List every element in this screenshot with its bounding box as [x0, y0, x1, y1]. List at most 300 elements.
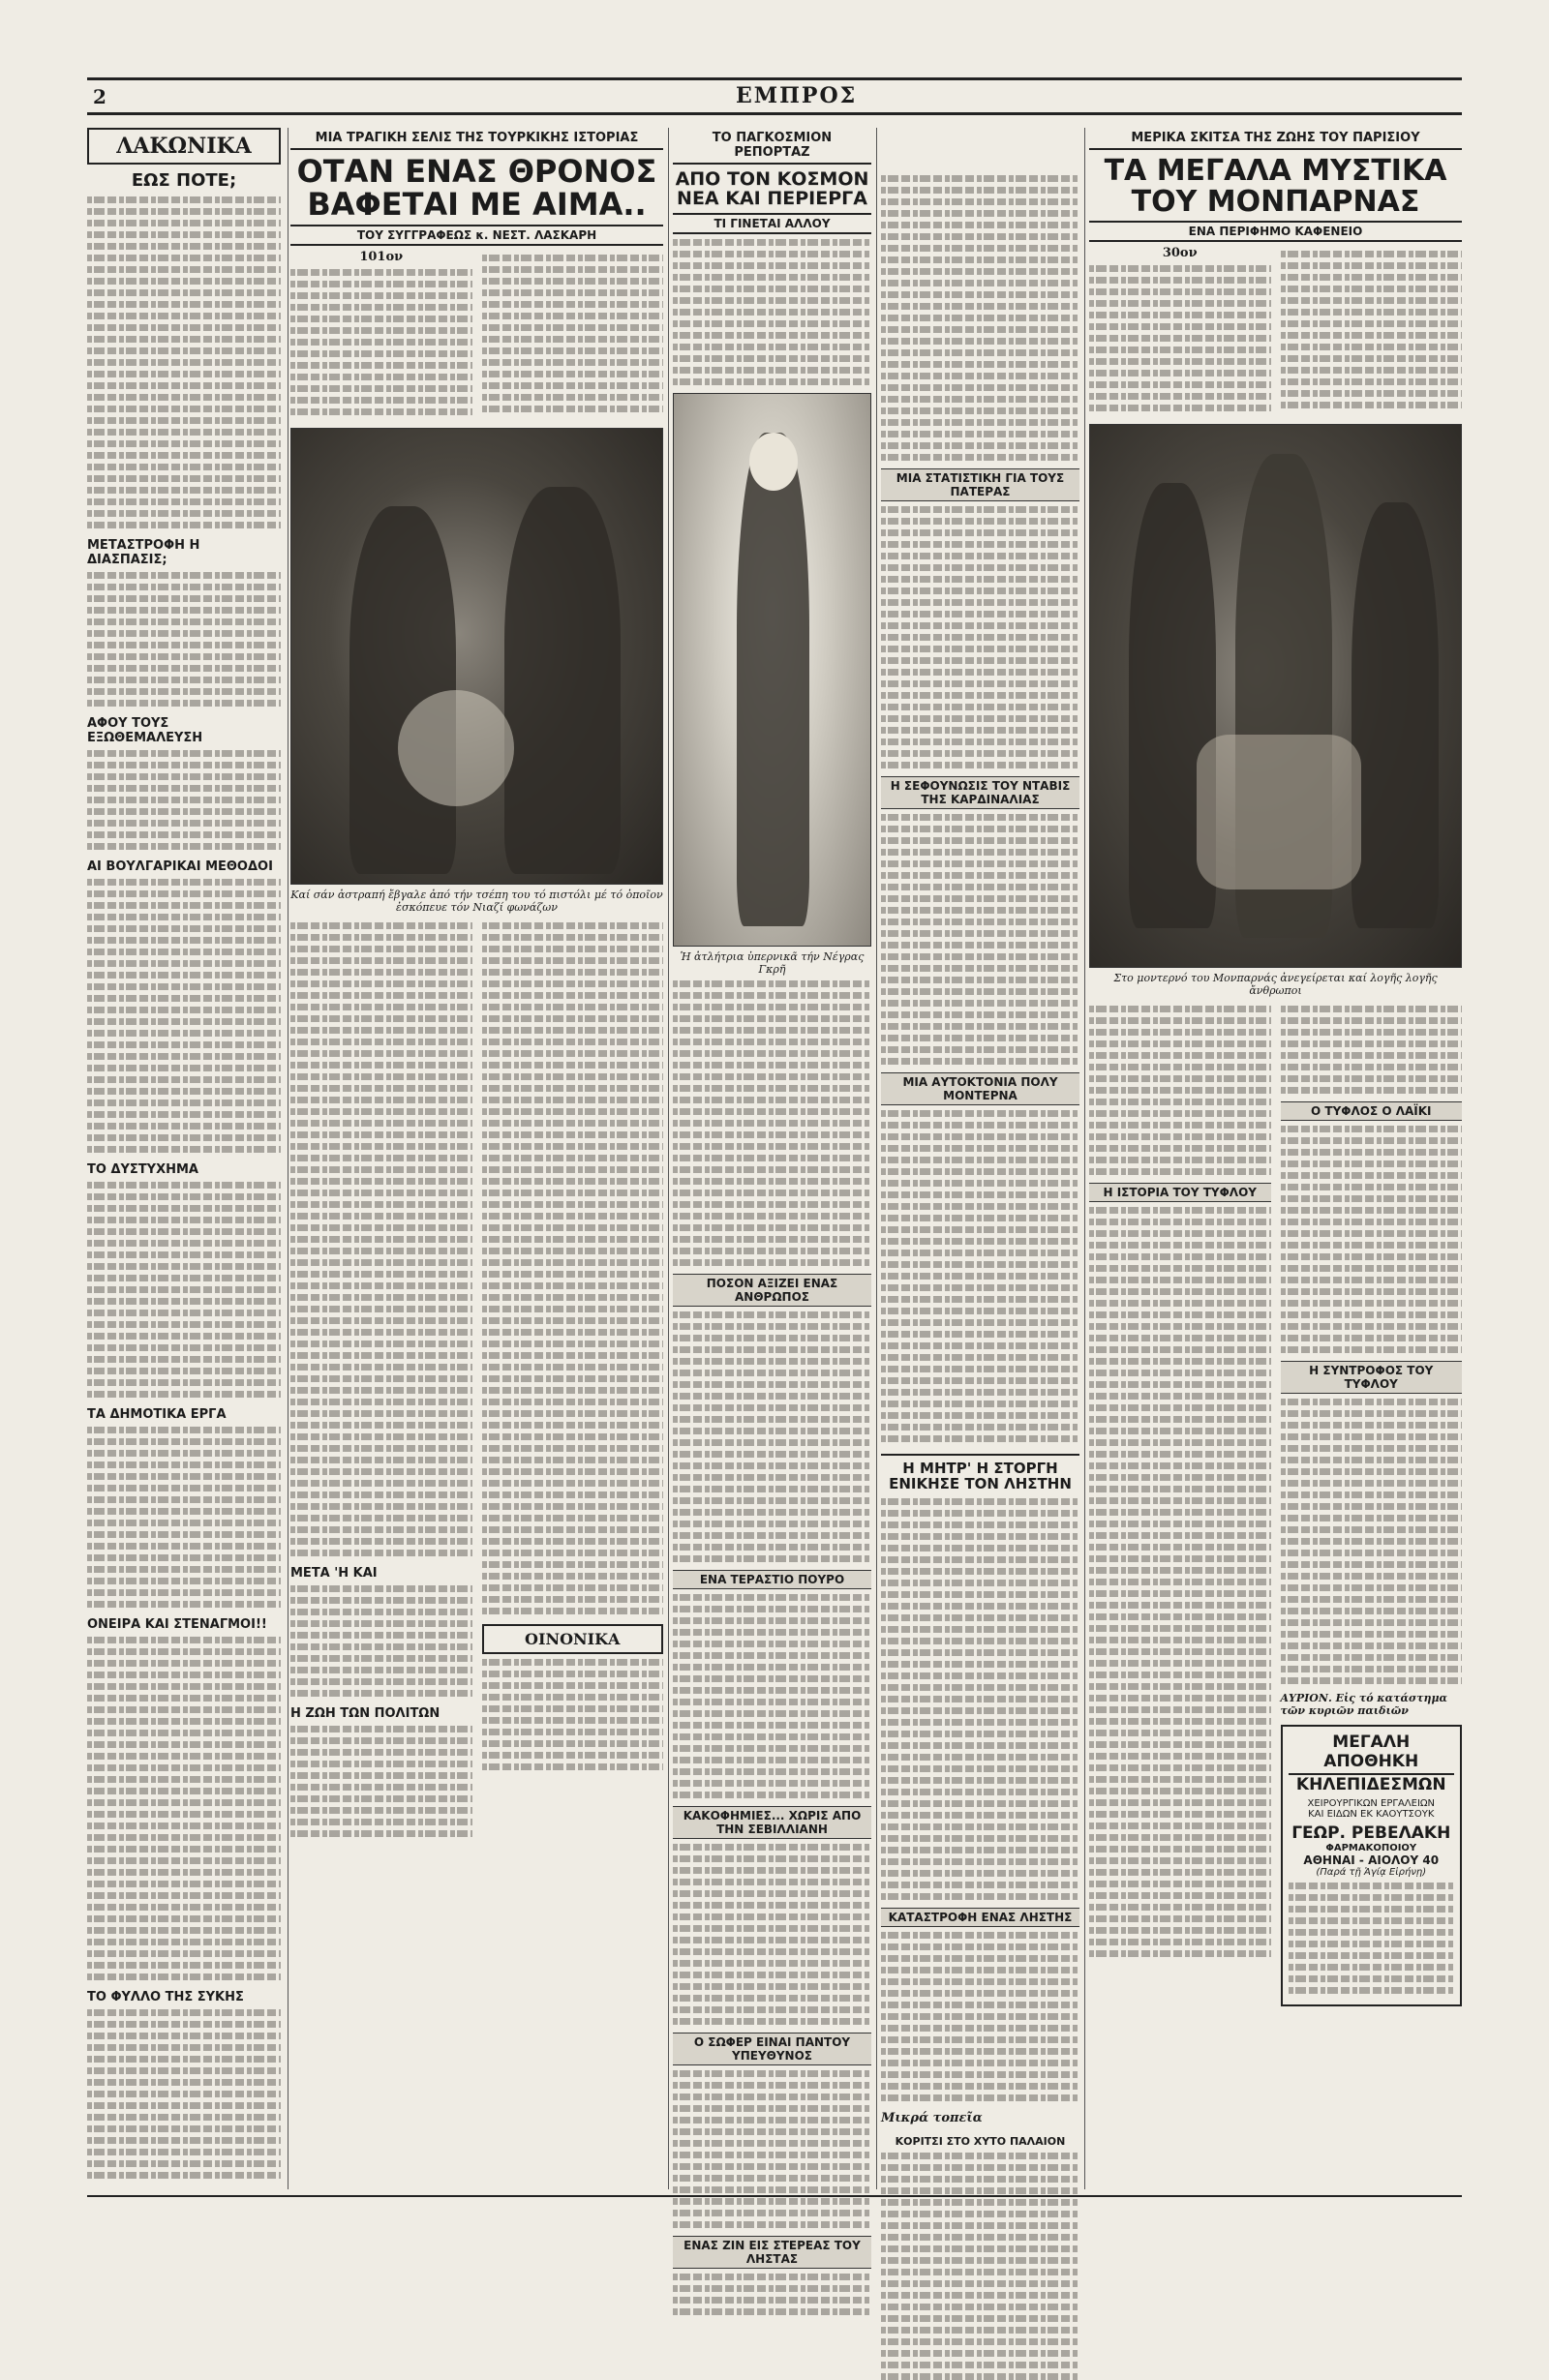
text-line [673, 1780, 871, 1787]
text-line [482, 1248, 664, 1254]
text-line [1089, 1265, 1271, 1272]
text-line [673, 1594, 871, 1601]
text-line [87, 1310, 281, 1316]
text-line [1089, 1846, 1271, 1853]
ad-address: ΑΘΗΝΑΙ - ΑΙΟΛΟΥ 40 [1303, 1853, 1440, 1867]
text-line [881, 2199, 1079, 2206]
text-line [881, 303, 1079, 310]
text-line [673, 1248, 871, 1254]
text-line [1281, 1288, 1463, 1295]
text-line [87, 2079, 281, 2086]
text-line [1089, 1718, 1271, 1725]
text-line [290, 1004, 472, 1010]
text-line [87, 1275, 281, 1281]
text-line [290, 1761, 472, 1767]
text-line [290, 1108, 472, 1115]
text-line [1289, 1917, 1455, 1924]
text-line [1281, 1608, 1463, 1614]
text-line [673, 1699, 871, 1705]
text-line [673, 1451, 871, 1458]
text-line [1089, 1335, 1271, 1341]
text-line [482, 1584, 664, 1591]
text-line [1281, 1253, 1463, 1260]
text-line [482, 992, 664, 999]
text-line [482, 1271, 664, 1278]
text-line [1289, 1952, 1455, 1959]
text-line [290, 327, 472, 334]
text-line [1089, 312, 1271, 318]
text-line [881, 2211, 1079, 2217]
text-line [1089, 1428, 1271, 1434]
text-line [1089, 1811, 1271, 1818]
text-line [482, 278, 664, 285]
text-line [1281, 286, 1463, 292]
text-line [1281, 1195, 1463, 1202]
text-line [87, 1869, 281, 1876]
text-line [87, 2125, 281, 2132]
column-lakonika [87, 128, 281, 2189]
text-line [673, 2221, 871, 2228]
text-line [87, 1578, 281, 1584]
text-line [881, 1110, 1079, 1117]
text-line [673, 1733, 871, 1740]
text-line [87, 1753, 281, 1760]
text-line [87, 762, 281, 768]
text-line [1281, 1311, 1463, 1318]
text-line [87, 324, 281, 331]
text-line [290, 1491, 472, 1498]
text-line [673, 1155, 871, 1161]
text-line [87, 2044, 281, 2051]
text-line [482, 1705, 664, 1712]
text-line [1089, 1029, 1271, 1036]
text-line [881, 2013, 1079, 2020]
text-line [1281, 1491, 1463, 1498]
text-line [87, 243, 281, 250]
photo-montparnasse-cafe [1089, 424, 1462, 968]
text-line [290, 1317, 472, 1324]
text-line [87, 937, 281, 944]
text-line [482, 1573, 664, 1580]
text-line [87, 1683, 281, 1690]
text-line [290, 1772, 472, 1779]
text-line [673, 297, 871, 304]
text-line [290, 362, 472, 369]
text-line [673, 1617, 871, 1624]
text-line [290, 1143, 472, 1150]
text-line [87, 1672, 281, 1678]
text-line [87, 820, 281, 827]
text-line [673, 1925, 871, 1932]
text-line [290, 1224, 472, 1231]
text-line [881, 2083, 1079, 2090]
text-line [673, 1213, 871, 1220]
text-line [1089, 381, 1271, 388]
text-line [1089, 1323, 1271, 1330]
text-line [881, 1215, 1079, 1221]
text-line [1089, 1753, 1271, 1760]
text-line [673, 1768, 871, 1775]
text-line [1281, 1230, 1463, 1237]
text-line [1289, 1929, 1455, 1936]
text-line [673, 1201, 871, 1208]
masthead: ΕΜΠΡΟΣ [736, 83, 858, 108]
text-line [881, 245, 1079, 252]
text-line [1281, 1323, 1463, 1330]
text-line [673, 2163, 871, 2170]
text-line [881, 2187, 1079, 2194]
text-line [290, 934, 472, 941]
text-line [87, 1473, 281, 1480]
text-line [881, 826, 1079, 832]
text-line [482, 1027, 664, 1034]
text-line [1089, 1939, 1271, 1945]
text-line [673, 2175, 871, 2182]
text-line [87, 750, 281, 757]
text-line [482, 1004, 664, 1010]
text-line [87, 1823, 281, 1829]
text-line [87, 1706, 281, 1713]
subhead: ΜΙΑ ΑΥΤΟΚΤΟΝΙΑ ΠΟΛΥ ΜΟΝΤΕΡΝΑ [881, 1072, 1079, 1105]
text-line [87, 688, 281, 695]
text-line [1281, 1075, 1463, 1082]
text-line [673, 1867, 871, 1874]
text-line [87, 1065, 281, 1071]
subhead: ΜΕΤΑ 'Η ΚΑΙ [290, 1566, 378, 1582]
text-line [1089, 1157, 1271, 1163]
text-line [290, 1830, 472, 1837]
text-line [290, 1643, 472, 1650]
text-line [1089, 1799, 1271, 1806]
text-line [87, 700, 281, 707]
text-line [881, 2036, 1079, 2043]
text-line [881, 1273, 1079, 1280]
top-rule [87, 77, 1462, 80]
text-line [290, 316, 472, 322]
subhead: ΑΙ ΒΟΥΛΓΑΡΙΚΑΙ ΜΕΘΟΔΟΙ [87, 859, 273, 874]
text-line [881, 738, 1079, 745]
text-line [1281, 1184, 1463, 1190]
text-line [881, 2350, 1079, 2357]
text-line [673, 1855, 871, 1862]
text-line [1281, 1029, 1463, 1036]
text-line [881, 1226, 1079, 1233]
text-line [87, 1368, 281, 1374]
text-line [1281, 1561, 1463, 1568]
text-line [482, 1155, 664, 1161]
text-line [1089, 1439, 1271, 1446]
text-line [290, 397, 472, 404]
text-line [87, 949, 281, 955]
text-line [290, 1538, 472, 1545]
text-line [1089, 1521, 1271, 1527]
text-line [881, 965, 1079, 972]
text-line [1281, 1040, 1463, 1047]
text-line [673, 2152, 871, 2158]
text-line [87, 1030, 281, 1037]
text-line [482, 1039, 664, 1045]
text-line [673, 1937, 871, 1943]
text-line [881, 1510, 1079, 1517]
text-line [673, 286, 871, 292]
text-line [673, 332, 871, 339]
text-line [290, 339, 472, 346]
text-line [482, 347, 664, 354]
text-line [881, 1133, 1079, 1140]
text-line [1089, 1660, 1271, 1667]
text-line [87, 1973, 281, 1980]
text-line [1281, 1300, 1463, 1307]
text-line [87, 1427, 281, 1433]
text-line [881, 680, 1079, 687]
text-line [673, 1120, 871, 1127]
text-line [482, 1491, 664, 1498]
text-line [482, 1085, 664, 1092]
text-line [673, 1335, 871, 1341]
text-line [1281, 1677, 1463, 1684]
text-line [87, 359, 281, 366]
text-line [881, 187, 1079, 194]
text-line [881, 1424, 1079, 1431]
text-line [87, 1531, 281, 1538]
text-line [87, 1520, 281, 1526]
text-line [290, 1819, 472, 1825]
text-line [881, 1145, 1079, 1152]
text-line [1281, 1433, 1463, 1440]
text-line [881, 1812, 1079, 1819]
text-line [482, 1503, 664, 1510]
text-line [881, 2002, 1079, 2008]
text-line [881, 1932, 1079, 1939]
text-line [1281, 1573, 1463, 1580]
text-line [881, 1238, 1079, 1245]
text-line [881, 657, 1079, 664]
text-line [1281, 297, 1463, 304]
text-line [881, 1498, 1079, 1505]
text-line [87, 301, 281, 308]
text-line [290, 1155, 472, 1161]
illustration-pistol-scene [290, 428, 663, 885]
text-line [673, 1050, 871, 1057]
text-line [881, 1296, 1079, 1303]
column-rule [1084, 128, 1085, 2189]
text-line [673, 1462, 871, 1469]
text-line [482, 1097, 664, 1103]
text-line [881, 669, 1079, 676]
text-line [482, 1317, 664, 1324]
text-line [673, 1178, 871, 1185]
text-line [673, 2006, 871, 2013]
text-line [87, 196, 281, 203]
text-line [87, 1660, 281, 1667]
ad-trade: ΦΑΡΜΑΚΟΠΟΙΟΥ [1325, 1843, 1417, 1853]
text-line [673, 1497, 871, 1504]
text-line [87, 1263, 281, 1270]
text-line [87, 630, 281, 637]
text-line [1281, 1172, 1463, 1179]
text-line [290, 1352, 472, 1359]
text-line [881, 1858, 1079, 1865]
text-line [1281, 320, 1463, 327]
text-line [87, 618, 281, 625]
text-line [881, 750, 1079, 757]
text-line [1281, 344, 1463, 350]
text-line [87, 440, 281, 447]
text-line [290, 408, 472, 415]
text-line [673, 1745, 871, 1752]
text-line [1089, 1823, 1271, 1829]
text-line [87, 1205, 281, 1212]
text-line [1089, 1509, 1271, 1516]
subhead: Η ΙΣΤΟΡΙΑ ΤΟΥ ΤΥΦΛΟΥ [1089, 1183, 1271, 1202]
text-line [87, 1018, 281, 1025]
text-line [87, 1637, 281, 1643]
text-line [1089, 1288, 1271, 1295]
text-line [1281, 1538, 1463, 1545]
text-line [881, 1568, 1079, 1575]
text-line [482, 1190, 664, 1196]
text-line [673, 1902, 871, 1909]
text-line [1089, 1625, 1271, 1632]
text-line [673, 309, 871, 316]
text-line [87, 1508, 281, 1515]
text-line [87, 902, 281, 909]
text-line [87, 843, 281, 850]
ad-title: ΜΕΓΑΛΗ ΑΠΟΘΗΚΗ [1289, 1732, 1455, 1775]
text-line [482, 1410, 664, 1417]
text-line [673, 1792, 871, 1798]
text-line [881, 1823, 1079, 1830]
text-line [881, 1742, 1079, 1749]
text-line [881, 1435, 1079, 1442]
text-line [881, 1707, 1079, 1714]
text-line [87, 1321, 281, 1328]
ad-address-note: (Παρά τῇ Ἁγίᾳ Εἰρήνῃ) [1316, 1867, 1427, 1878]
text-line [290, 1609, 472, 1615]
text-line [881, 564, 1079, 571]
text-line [290, 1166, 472, 1173]
text-line [673, 1509, 871, 1516]
text-line [881, 442, 1079, 449]
text-line [1089, 1207, 1271, 1214]
text-line [673, 2285, 871, 2292]
text-line [87, 1543, 281, 1550]
text-line [1089, 1393, 1271, 1400]
text-line [87, 1391, 281, 1398]
text-line [881, 315, 1079, 321]
text-line [673, 2128, 871, 2135]
text-line [881, 1955, 1079, 1962]
text-line [881, 646, 1079, 652]
article-kicker: ΜΕΡΙΚΑ ΣΚΙΤΣΑ ΤΗΣ ΖΩΗΣ ΤΟΥ ΠΑΡΙΣΙΟΥ [1089, 128, 1462, 150]
text-line [482, 1062, 664, 1069]
subhead: Ο ΤΥΦΛΟΣ Ο ΛΑΪΚΙ [1281, 1101, 1463, 1121]
text-line [881, 529, 1079, 536]
text-line [881, 1203, 1079, 1210]
text-line [482, 1763, 664, 1770]
subhead: ΕΝΑΣ ΖΙΝ ΕΙΣ ΣΤΕΡΕΑΣ ΤΟΥ ΛΗΣΤΑΣ [673, 2236, 871, 2269]
text-line [673, 1039, 871, 1045]
text-line [881, 942, 1079, 949]
text-line [87, 879, 281, 886]
text-line [673, 2117, 871, 2124]
text-line [87, 1461, 281, 1468]
text-line [881, 1035, 1079, 1041]
text-line [1089, 288, 1271, 295]
text-line [290, 269, 472, 276]
text-line [881, 704, 1079, 710]
text-line [87, 278, 281, 285]
text-line [881, 2176, 1079, 2183]
text-line [881, 2327, 1079, 2334]
text-line [87, 1799, 281, 1806]
text-line [673, 262, 871, 269]
text-line [1289, 1964, 1455, 1971]
text-line [881, 1191, 1079, 1198]
text-line [87, 498, 281, 505]
text-line [482, 946, 664, 952]
text-line [673, 1844, 871, 1851]
text-line [290, 1445, 472, 1452]
text-line [673, 1073, 871, 1080]
text-line [673, 2274, 871, 2280]
text-line [290, 1807, 472, 1814]
text-line [290, 1433, 472, 1440]
text-line [881, 2025, 1079, 2032]
text-line [1089, 1555, 1271, 1562]
subhead: ΑΦΟΥ ΤΟΥΣ ΕΞΩΘΕΜΑΛΕΥΣΗ [87, 715, 203, 745]
text-line [290, 1073, 472, 1080]
text-line [881, 1580, 1079, 1586]
text-line [87, 1904, 281, 1911]
text-line [482, 1224, 664, 1231]
text-line [881, 1342, 1079, 1349]
text-line [1281, 1335, 1463, 1341]
text-line [482, 1178, 664, 1185]
text-line [1281, 390, 1463, 397]
text-line [482, 1282, 664, 1289]
text-line [87, 653, 281, 660]
subhead: ΤΟ ΔΥΣΤΥΧΗΜΑ [87, 1161, 198, 1177]
text-line [1089, 1857, 1271, 1864]
text-line [87, 972, 281, 979]
text-line [87, 831, 281, 838]
text-line [1089, 300, 1271, 307]
text-line [881, 268, 1079, 275]
text-line [87, 2067, 281, 2074]
text-line [482, 1480, 664, 1487]
text-line [290, 1795, 472, 1802]
text-line [1281, 1207, 1463, 1214]
text-line [881, 1011, 1079, 1018]
text-line [673, 355, 871, 362]
text-line [482, 1671, 664, 1677]
text-line [1281, 251, 1463, 257]
text-line [87, 1846, 281, 1853]
text-line [482, 1073, 664, 1080]
text-line [1089, 1683, 1271, 1690]
text-line [881, 338, 1079, 345]
text-line [1089, 1122, 1271, 1129]
text-line [87, 487, 281, 494]
text-line [290, 1178, 472, 1185]
text-line [482, 1201, 664, 1208]
text-line [1089, 1834, 1271, 1841]
ad-name: ΓΕΩΡ. ΡΕΒΕΛΑΚΗ [1291, 1823, 1451, 1843]
text-line [87, 925, 281, 932]
text-line [1289, 1975, 1455, 1982]
text-line [290, 1410, 472, 1417]
